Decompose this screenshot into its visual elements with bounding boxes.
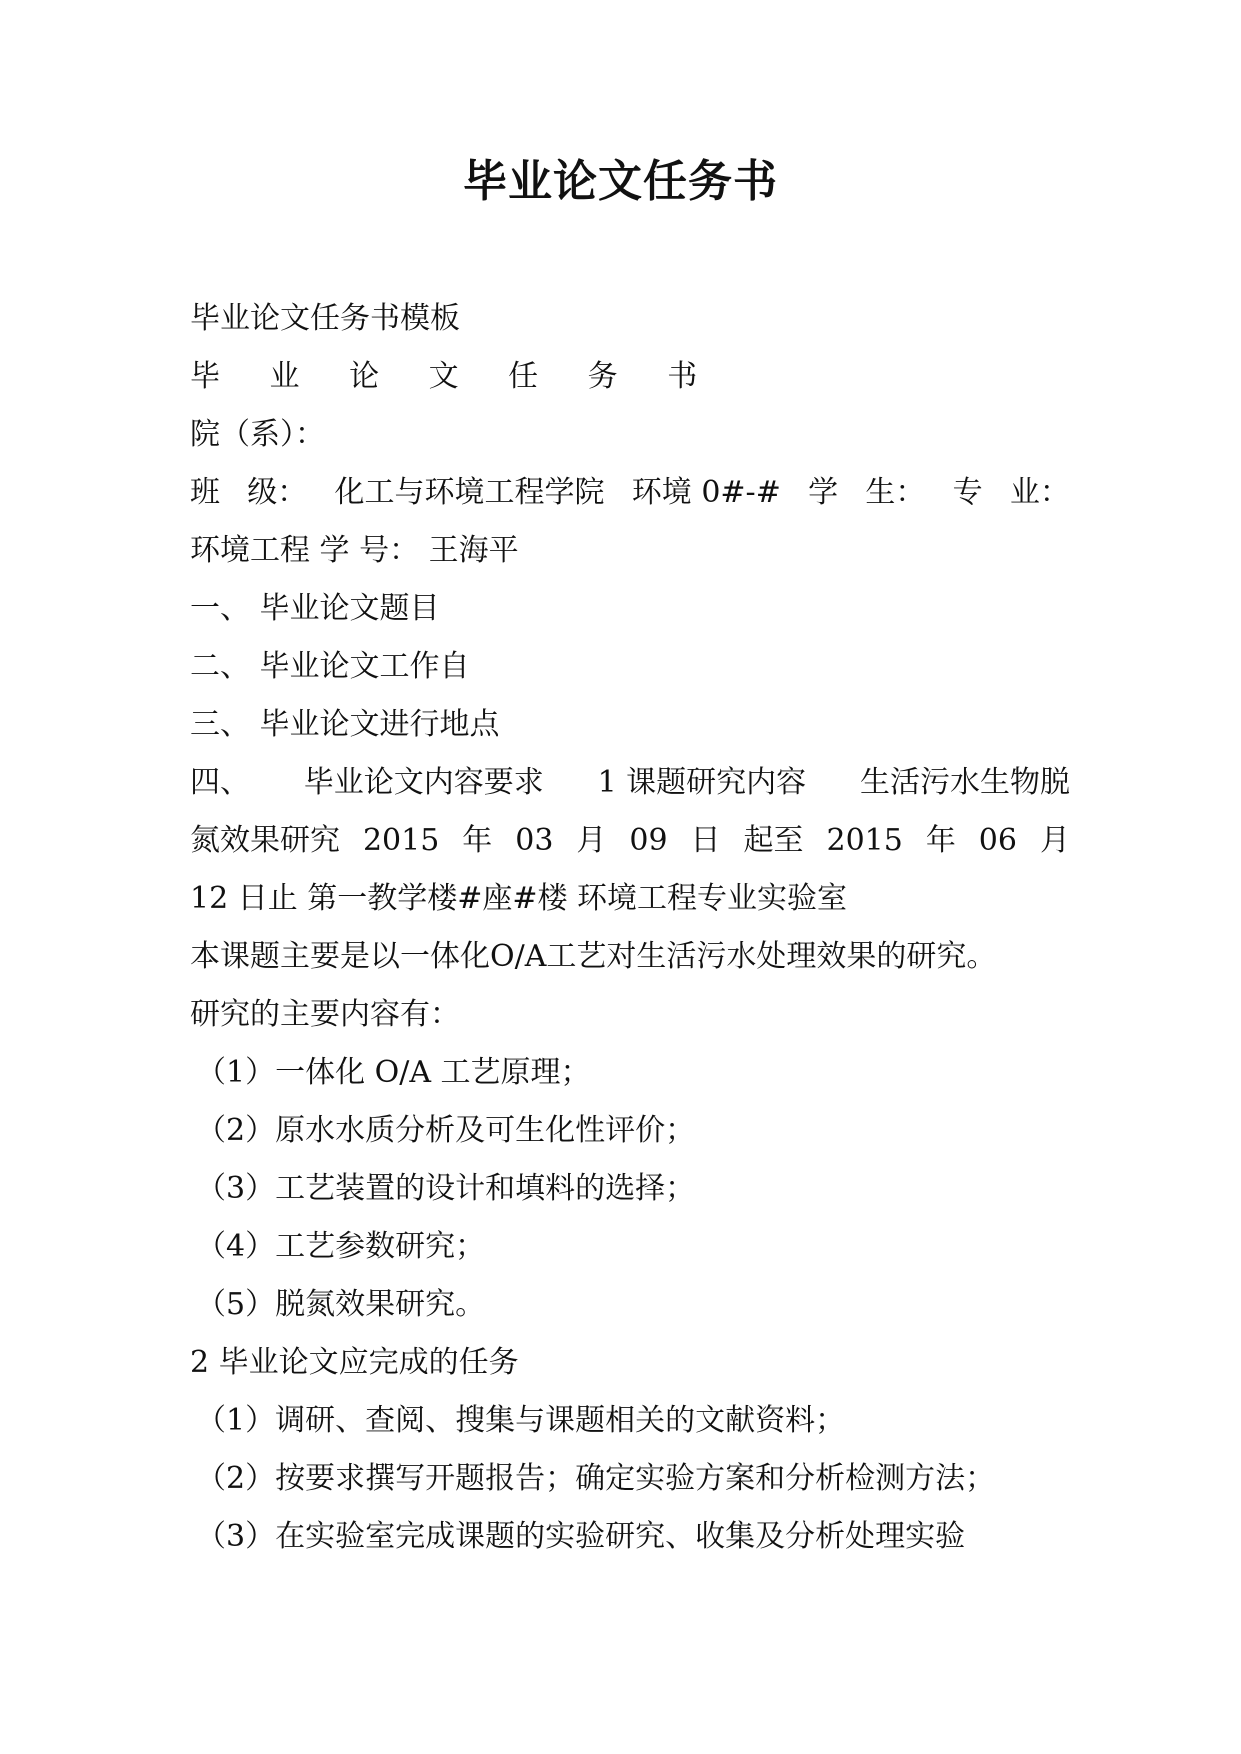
list-item: （5）脱氮效果研究。 <box>196 1287 486 1322</box>
date-part: 起至 <box>743 823 804 858</box>
date-part: 2015 <box>826 823 903 858</box>
major-label-1: 专 <box>952 475 983 510</box>
text-line-class-info <box>190 464 1070 522</box>
text-line-section-3: 三、 毕业论文进行地点 <box>190 707 500 742</box>
section-4-topic: 生活污水生物脱 <box>859 765 1070 800</box>
date-part: 氮效果研究 <box>190 823 340 858</box>
date-part: 月 <box>1039 823 1070 858</box>
document-body <box>190 290 1070 1566</box>
text-line-section-4 <box>190 754 1070 812</box>
list-item: （2）按要求撰写开题报告；确定实验方案和分析检测方法； <box>196 1461 996 1496</box>
text-line-tasks-heading: 2 毕业论文应完成的任务 <box>190 1345 519 1380</box>
date-part: 日 <box>690 823 721 858</box>
date-part: 03 <box>515 823 554 858</box>
class-label-1: 班 <box>190 475 220 510</box>
text-line-dates <box>190 812 1070 870</box>
date-part: 年 <box>462 823 493 858</box>
date-part: 2015 <box>362 823 440 858</box>
date-part: 06 <box>978 823 1017 858</box>
text-line-section-1: 一、 毕业论文题目 <box>190 591 440 626</box>
list-item: （2）原水水质分析及可生化性评价； <box>196 1113 696 1148</box>
text-line-location: 12 日止 第一教学楼#座#楼 环境工程专业实验室 <box>190 881 848 916</box>
section-4-number: 四、 <box>190 765 250 800</box>
text-line-student-info: 环境工程 学 号： 王海平 <box>190 533 519 568</box>
class-name: 环境 0#-# <box>631 475 781 510</box>
section-4-title: 毕业论文内容要求 <box>303 765 544 800</box>
text-line-template-name: 毕业论文任务书模板 <box>190 301 460 336</box>
text-line-topic-summary: 本课题主要是以一体化O/A工艺对生活污水处理效果的研究。 <box>190 939 997 974</box>
list-item: （3）工艺装置的设计和填料的选择； <box>196 1171 696 1206</box>
text-line-department: 院（系）： <box>190 417 325 452</box>
text-line-spaced-title: 毕 业 论 文 任 务 书 <box>190 359 718 394</box>
text-line-contents-heading: 研究的主要内容有： <box>190 997 460 1032</box>
list-item: （1）一体化 O/A 工艺原理； <box>196 1055 591 1090</box>
text-line-section-2: 二、 毕业论文工作自 <box>190 649 470 684</box>
date-part: 月 <box>576 823 607 858</box>
list-item: （3）在实验室完成课题的实验研究、收集及分析处理实验 <box>196 1519 966 1554</box>
document-title: 毕业论文任务书 <box>463 156 778 207</box>
major-label-2: 业： <box>1009 475 1070 510</box>
student-label-2: 生： <box>865 475 926 510</box>
section-4-subtitle: 1 课题研究内容 <box>597 765 807 800</box>
class-label-2: 级： <box>247 475 308 510</box>
student-label-1: 学 <box>808 475 839 510</box>
date-part: 09 <box>629 823 668 858</box>
college-name: 化工与环境工程学院 <box>334 475 605 510</box>
date-part: 年 <box>925 823 956 858</box>
list-item: （1）调研、查阅、搜集与课题相关的文献资料； <box>196 1403 846 1438</box>
list-item: （4）工艺参数研究； <box>196 1229 486 1264</box>
